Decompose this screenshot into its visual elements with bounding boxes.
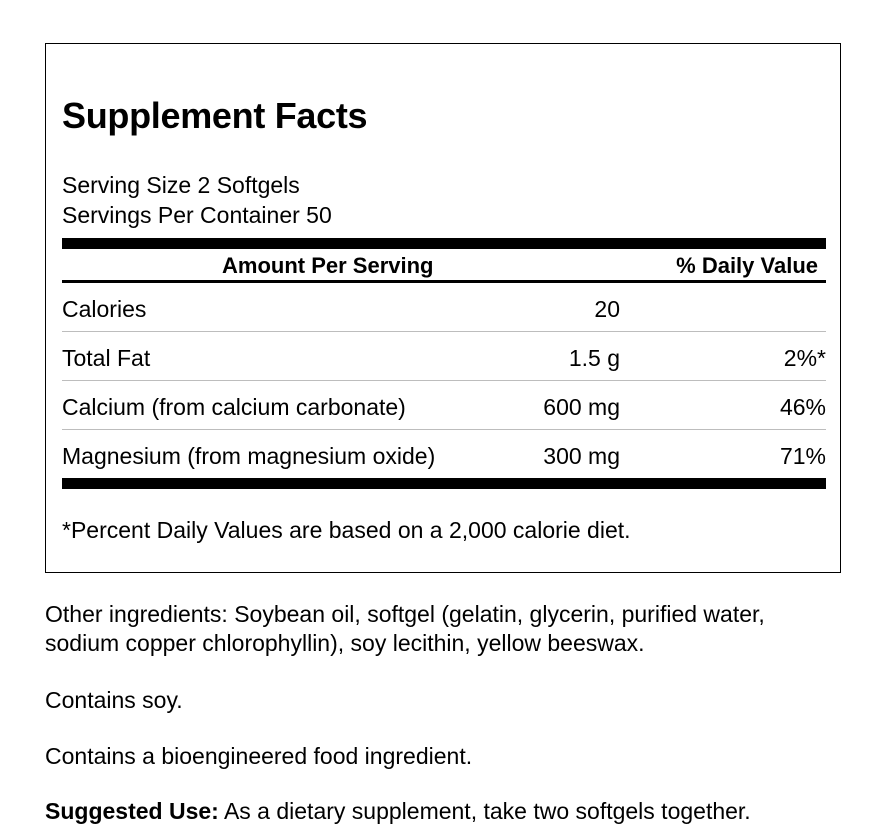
supplement-facts-panel — [45, 43, 841, 573]
nutrient-amount: 1.5 g — [568, 345, 620, 371]
nutrient-amount: 20 — [594, 296, 620, 322]
nutrient-daily-value: 46% — [779, 394, 826, 420]
suggested-use-text: As a dietary supplement, take two softgels together. — [223, 798, 751, 824]
facts-header-row — [62, 249, 826, 283]
nutrient-amount: 600 mg — [543, 394, 620, 420]
daily-value-footnote: *Percent Daily Values are based on a 2,000 calorie diet. — [62, 517, 631, 543]
nutrient-name: Calcium (from calcium carbonate) — [62, 394, 406, 420]
nutrient-daily-value: 2%* — [783, 345, 826, 371]
nutrient-row-magnesium — [62, 430, 826, 479]
servings-per-container: Servings Per Container 50 — [62, 202, 332, 228]
suggested-use-label: Suggested Use: — [45, 798, 219, 824]
nutrient-name: Calories — [62, 296, 147, 322]
nutrient-name: Magnesium (from magnesium oxide) — [62, 443, 436, 469]
top-thick-divider — [62, 238, 826, 249]
bioengineered-statement: Contains a bioengineered food ingredient. — [45, 743, 473, 769]
nutrient-amount: 300 mg — [543, 443, 620, 469]
allergen-statement: Contains soy. — [45, 687, 183, 713]
nutrient-daily-value: 71% — [779, 443, 826, 469]
nutrient-name: Total Fat — [62, 345, 151, 371]
nutrient-row-calcium — [62, 381, 826, 430]
nutrient-row-calories — [62, 283, 826, 332]
amount-per-serving-header: Amount Per Serving — [222, 253, 434, 278]
nutrient-row-total-fat — [62, 332, 826, 381]
bottom-thick-divider — [62, 478, 826, 489]
suggested-use — [45, 797, 835, 826]
daily-value-header: % Daily Value — [676, 253, 818, 278]
facts-title: Supplement Facts — [62, 95, 368, 136]
serving-size: Serving Size 2 Softgels — [62, 172, 300, 198]
other-ingredients: Other ingredients: Soybean oil, softgel (gelatin, glycerin, purified water, sodium copper chlorophyllin), soy lecithin, yellow beeswax. — [45, 601, 765, 656]
